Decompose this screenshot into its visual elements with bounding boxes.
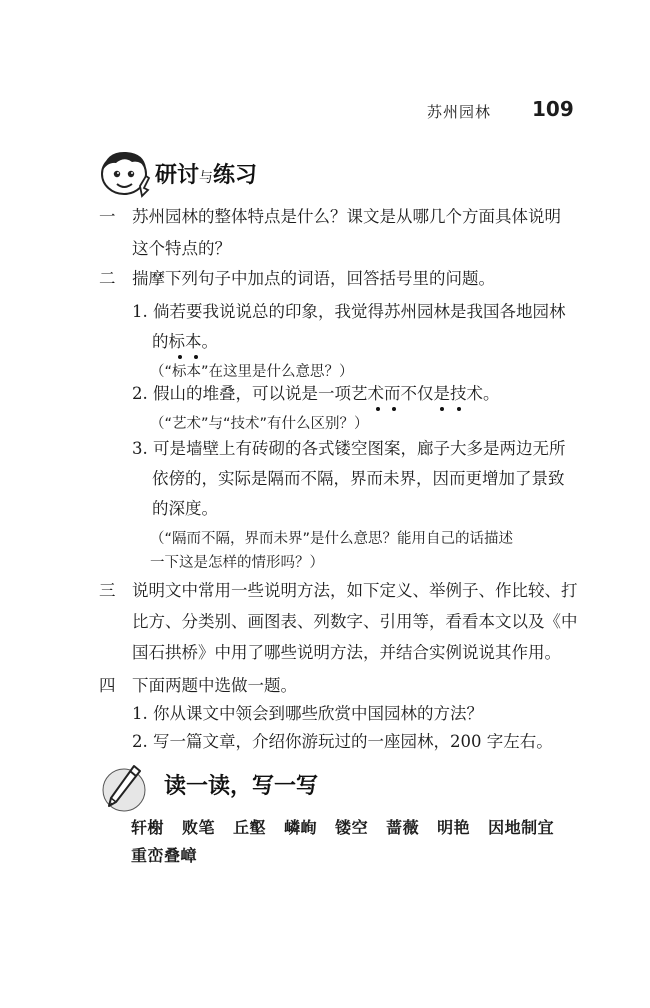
q2-item1-line2: 的标本。 bbox=[152, 332, 218, 351]
q2-number: 二 bbox=[99, 269, 116, 288]
q3-line2: 比方、分类别、画图表、列数字、引用等，看看本文以及《中 bbox=[132, 612, 578, 631]
q2-line1: 揣摩下列句子中加点的词语，回答括号里的问题。 bbox=[132, 269, 495, 288]
vocab-word: 明艳 bbox=[437, 818, 471, 837]
section-heading-part1: 研讨 bbox=[155, 163, 200, 188]
q2-item3-line3: 的深度。 bbox=[152, 499, 218, 518]
section-heading-read-write: 读一读，写一写 bbox=[164, 774, 319, 799]
q2-item2-note: （“艺术”与“技术”有什么区别？） bbox=[150, 416, 369, 432]
emphasis-dot bbox=[440, 407, 444, 411]
vocab-word: 因地制宜 bbox=[488, 818, 555, 837]
q2-item1-line1: 1. 倘若要我说说总的印象，我觉得苏州园林是我国各地园林 bbox=[132, 302, 566, 321]
q1-line2: 这个特点的？ bbox=[132, 239, 231, 258]
q1-line1: 苏州园林的整体特点是什么？课文是从哪几个方面具体说明 bbox=[132, 207, 561, 226]
q3-number: 三 bbox=[99, 581, 116, 600]
vocab-word: 蔷薇 bbox=[386, 818, 420, 837]
q2-item3-note2: 一下这是怎样的情形吗？） bbox=[150, 555, 324, 571]
section-heading-part2: 练习 bbox=[213, 163, 258, 188]
q2-item1-note: （“标本”在这里是什么意思？） bbox=[150, 364, 354, 380]
vocab-word: 败笔 bbox=[182, 818, 216, 837]
vocab-row-2 bbox=[131, 848, 215, 864]
vocab-word: 嶙峋 bbox=[284, 818, 318, 837]
emphasis-dot bbox=[392, 407, 396, 411]
emphasis-dot bbox=[194, 355, 198, 359]
page-number: 109 bbox=[532, 97, 574, 121]
q2-item3-line2: 依傍的，实际是隔而不隔，界而未界，因而更增加了景致 bbox=[152, 469, 565, 488]
q4-item1: 1. 你从课文中领会到哪些欣赏中国园林的方法？ bbox=[132, 704, 483, 723]
q4-number: 四 bbox=[99, 676, 116, 695]
running-header-title: 苏州园林 bbox=[427, 103, 492, 121]
emphasis-dot bbox=[178, 355, 182, 359]
vocab-word: 重峦叠嶂 bbox=[131, 846, 198, 865]
vocab-word: 轩榭 bbox=[131, 818, 165, 837]
q2-item2-line1: 2. 假山的堆叠，可以说是一项艺术而不仅是技术。 bbox=[132, 384, 500, 403]
vocab-row-1 bbox=[131, 820, 554, 836]
pencil-icon bbox=[100, 762, 152, 814]
emphasis-dot bbox=[457, 407, 461, 411]
section-heading-connector: 与 bbox=[199, 170, 214, 186]
boy-mascot-icon bbox=[96, 146, 154, 204]
q3-line3: 国石拱桥》中用了哪些说明方法，并结合实例说说其作用。 bbox=[132, 643, 561, 662]
q4-line1: 下面两题中选做一题。 bbox=[132, 676, 297, 695]
q4-item2: 2. 写一篇文章，介绍你游玩过的一座园林，200 字左右。 bbox=[132, 732, 553, 751]
vocab-word: 镂空 bbox=[335, 818, 369, 837]
q2-item3-line1: 3. 可是墙壁上有砖砌的各式镂空图案，廊子大多是两边无所 bbox=[132, 439, 566, 458]
emphasis-dot bbox=[376, 407, 380, 411]
q3-line1: 说明文中常用一些说明方法，如下定义、举例子、作比较、打 bbox=[132, 581, 578, 600]
vocab-word: 丘壑 bbox=[233, 818, 267, 837]
q2-item3-note1: （“隔而不隔，界而未界”是什么意思？能用自己的话描述 bbox=[150, 531, 514, 547]
section-heading-discussion bbox=[155, 158, 257, 189]
q1-number: 一 bbox=[99, 207, 116, 226]
